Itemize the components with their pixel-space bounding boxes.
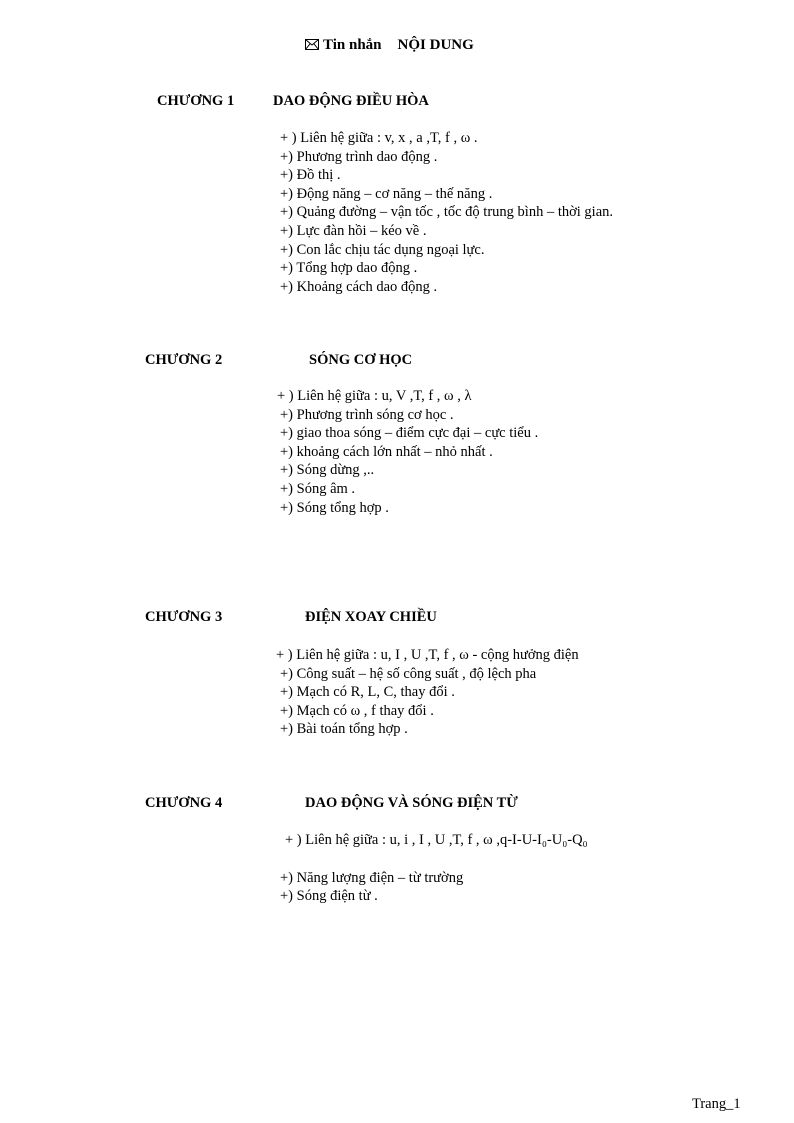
topic-item: + ) Liên hệ giữa : u, i , I , U ,T, f , ω ,q-I-U-I₀-U₀-Q₀ <box>285 832 588 848</box>
contents-heading: NỘI DUNG <box>397 37 474 53</box>
chapter-4-topics <box>280 831 588 906</box>
envelope-icon <box>305 39 319 50</box>
topic-item: +) Phương trình sóng cơ học . <box>280 406 454 423</box>
topic-item: +) Tổng hợp dao động . <box>280 260 418 277</box>
topic-item: +) Con lắc chịu tác dụng ngoại lực. <box>280 241 485 258</box>
chapter-1-topics <box>280 129 613 296</box>
chapter-3-topics <box>276 646 579 739</box>
topic-item: +) Quảng đường – vận tốc , tốc độ trung bình – thời gian. <box>280 204 614 221</box>
topic-item: +) Công suất – hệ số công suất , độ lệch pha <box>280 665 537 682</box>
topic-item: + ) Liên hệ giữa : v, x , a ,T, f , ω . <box>280 130 478 146</box>
topic-item: +) Năng lượng điện – từ trường <box>280 869 464 886</box>
chapter-1-title: DAO ĐỘNG ĐIỀU HÒA <box>273 93 429 109</box>
topic-item: +) Lực đàn hồi – kéo về . <box>280 222 427 239</box>
chapter-2-number: CHƯƠNG 2 <box>145 352 223 368</box>
page-number: Trang_1 <box>692 1096 741 1112</box>
topic-item: +) Sóng điện từ . <box>280 888 378 905</box>
topic-item: +) Bài toán tổng hợp . <box>280 721 408 738</box>
topic-item-blank <box>285 850 588 869</box>
topic-item: +) Động năng – cơ năng – thế năng . <box>280 185 493 202</box>
topic-item: +) Phương trình dao động . <box>280 148 438 165</box>
topic-item: + ) Liên hệ giữa : u, V ,T, f , ω , λ <box>277 388 472 404</box>
topic-item: +) Sóng tổng hợp . <box>280 499 389 516</box>
topic-item: +) Sóng dừng ,.. <box>280 462 375 479</box>
chapter-2-title: SÓNG CƠ HỌC <box>309 352 413 368</box>
message-label: Tin nhắn <box>323 37 382 53</box>
document-title <box>305 37 474 54</box>
chapter-4-title: DAO ĐỘNG VÀ SÓNG ĐIỆN TỪ <box>305 795 518 811</box>
topic-item: +) Khoảng cách dao động . <box>280 278 438 295</box>
topic-item: +) giao thoa sóng – điểm cực đại – cực tiểu . <box>280 425 539 442</box>
topic-item: +) Sóng âm . <box>280 480 356 497</box>
topic-item: +) khoảng cách lớn nhất – nhỏ nhất . <box>280 443 493 460</box>
topic-item: +) Mạch có ω , f thay đổi . <box>280 702 434 719</box>
chapter-3-number: CHƯƠNG 3 <box>145 609 223 625</box>
topic-item: +) Mạch có R, L, C, thay đổi . <box>280 684 455 701</box>
chapter-4-number: CHƯƠNG 4 <box>145 795 223 811</box>
topic-item: + ) Liên hệ giữa : u, I , U ,T, f , ω - cộng hưởng điện <box>276 647 579 663</box>
chapter-1-number: CHƯƠNG 1 <box>157 93 235 109</box>
topic-item: +) Đồ thị . <box>280 167 341 184</box>
chapter-3-title: ĐIỆN XOAY CHIỀU <box>305 609 437 625</box>
chapter-2-topics <box>277 387 538 517</box>
